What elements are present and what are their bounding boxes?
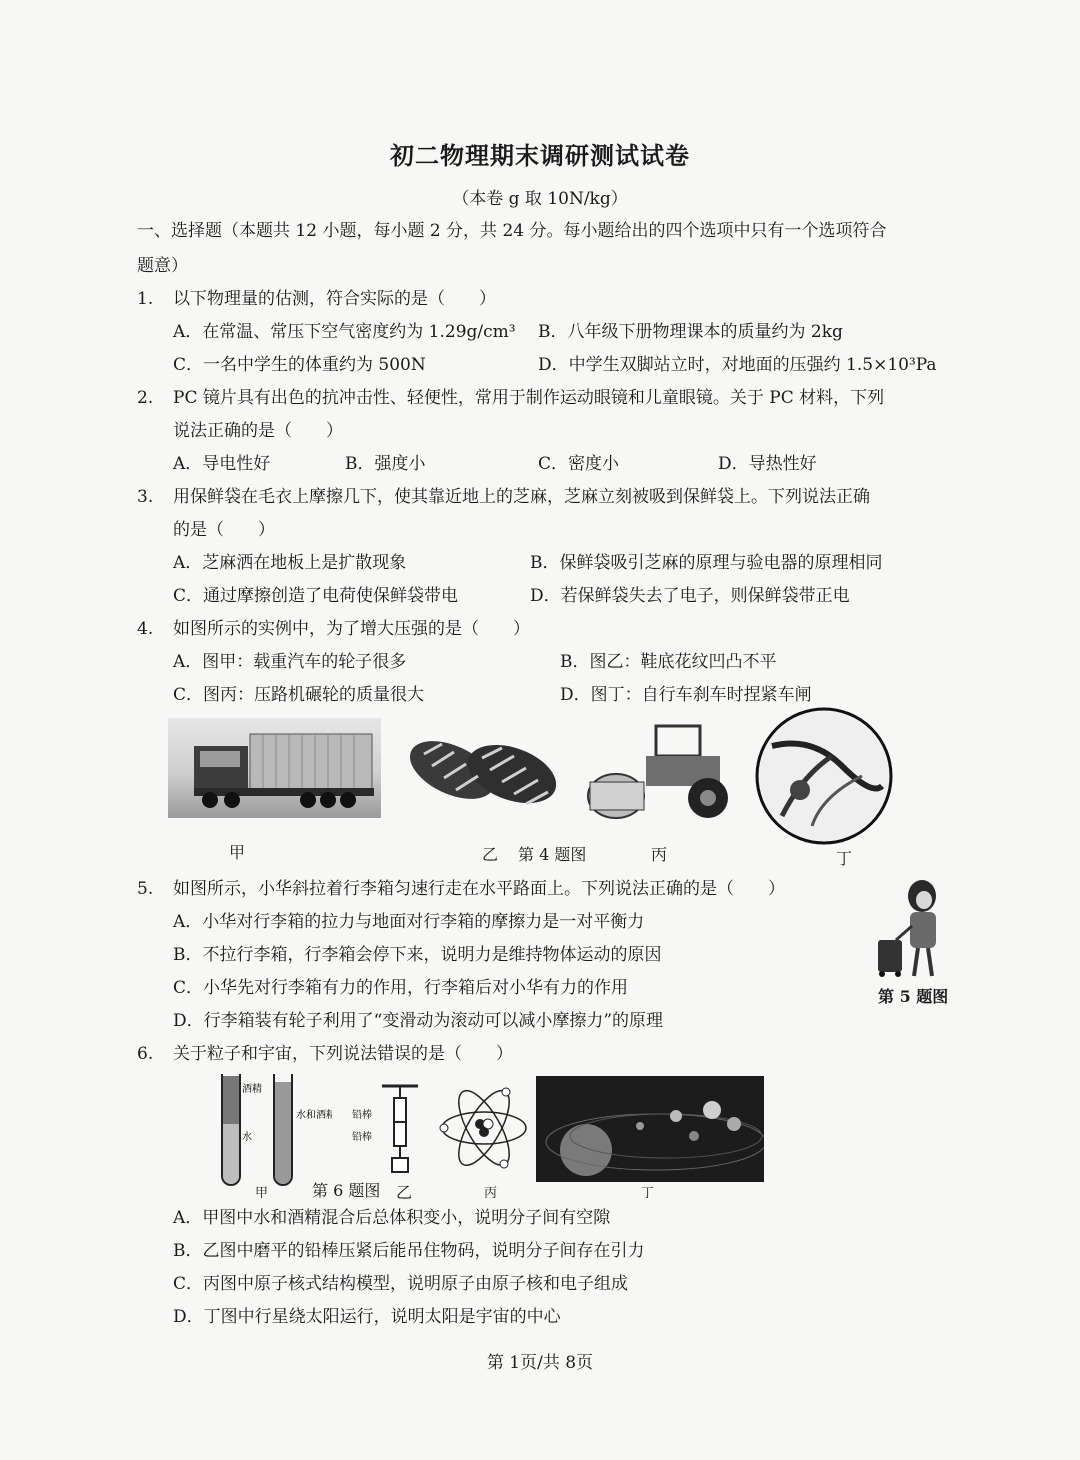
- figure-road-roller: [586, 722, 742, 822]
- tube-label-mixture: 水和酒精: [296, 1110, 332, 1121]
- option-c: C．小华先对行李箱有力的作用，行李箱后对小华有力的作用: [173, 978, 629, 998]
- figure-label-jia: 甲: [255, 1186, 269, 1201]
- figure-label-ding: 丁: [836, 849, 853, 868]
- figure-lead-rods: [352, 1082, 432, 1192]
- option-b: B．图乙：鞋底花纹凹凸不平: [560, 652, 777, 672]
- option-a: A．小华对行李箱的拉力与地面对行李箱的摩擦力是一对平衡力: [173, 912, 645, 932]
- question-stem: 如图所示，小华斜拉着行李箱匀速行走在水平路面上。下列说法正确的是（ ）: [173, 879, 785, 899]
- question-stem: 如图所示的实例中，为了增大压强的是（ ）: [173, 619, 530, 639]
- lead-rods-illustration: [352, 1082, 432, 1192]
- truck-illustration: [168, 718, 381, 818]
- option-d: D．中学生双脚站立时，对地面的压强约 1.5×10³Pa: [538, 355, 937, 375]
- option-d: D．若保鲜袋失去了电子，则保鲜袋带正电: [530, 586, 850, 606]
- option-b: B．不拉行李箱，行李箱会停下来，说明力是维持物体运动的原因: [173, 945, 662, 965]
- question-number: 5.: [137, 879, 154, 899]
- section-heading-line2: 题意）: [137, 256, 188, 276]
- figure-caption: 第 4 题图: [518, 845, 587, 864]
- question-stem: 关于粒子和宇宙，下列说法错误的是（ ）: [173, 1044, 513, 1064]
- option-d: D．导热性好: [718, 454, 817, 474]
- question-number: 4.: [137, 619, 154, 639]
- figure-caption: 第 5 题图: [878, 987, 949, 1006]
- question-number: 1.: [137, 289, 154, 309]
- question-number: 3.: [137, 487, 154, 507]
- option-c: C．丙图中原子核式结构模型，说明原子由原子核和电子组成: [173, 1274, 629, 1294]
- question-stem-cont: 的是（ ）: [173, 520, 275, 540]
- figure-label-yi: 乙: [482, 845, 499, 864]
- tube-label-water: 水: [242, 1132, 252, 1143]
- option-d: D．图丁：自行车刹车时捏紧车闸: [560, 685, 812, 705]
- section-heading-line1: 一、选择题（本题共 12 小题，每小题 2 分，共 24 分。每小题给出的四个选项中只有一个选项符合: [137, 221, 887, 241]
- question-stem: PC 镜片具有出色的抗冲击性、轻便性，常用于制作运动眼镜和儿童眼镜。关于 PC 材料，下列: [173, 388, 885, 408]
- page-subtitle: （本卷 g 取 10N/kg）: [452, 189, 628, 209]
- rod-label-top: 铅棒: [352, 1110, 372, 1121]
- figure-bicycle-brake: [752, 706, 897, 846]
- bicycle-brake-illustration: [752, 706, 897, 846]
- girl-with-suitcase-illustration: [874, 876, 946, 980]
- figure-label-ding: 丁: [641, 1186, 655, 1201]
- atom-model-illustration: [438, 1078, 530, 1178]
- figure-label-jia: 甲: [229, 843, 246, 862]
- option-a: A．在常温、常压下空气密度约为 1.29g/cm³: [173, 322, 516, 342]
- question-stem-cont: 说法正确的是（ ）: [173, 421, 343, 441]
- option-c: C．通过摩擦创造了电荷使保鲜袋带电: [173, 586, 459, 606]
- question-number: 2.: [137, 388, 154, 408]
- option-a: A．图甲：载重汽车的轮子很多: [173, 652, 407, 672]
- figure-label-bing: 丙: [651, 845, 668, 864]
- option-b: B．乙图中磨平的铅棒压紧后能吊住物码，说明分子间存在引力: [173, 1241, 645, 1261]
- option-c: C．图丙：压路机碾轮的质量很大: [173, 685, 425, 705]
- page-footer: 第 1页/共 8页: [486, 1353, 594, 1373]
- option-c: C．密度小: [538, 454, 620, 474]
- figure-caption: 第 6 题图: [312, 1181, 381, 1200]
- option-c: C．一名中学生的体重约为 500N: [173, 355, 426, 375]
- figure-label-bing: 丙: [484, 1186, 498, 1201]
- question-stem: 用保鲜袋在毛衣上摩擦几下，使其靠近地上的芝麻，芝麻立刻被吸到保鲜袋上。下列说法正确: [173, 487, 870, 507]
- option-b: B．保鲜袋吸引芝麻的原理与验电器的原理相同: [530, 553, 883, 573]
- tube-label-alcohol: 酒精: [242, 1084, 262, 1095]
- figure-label-yi: 乙: [396, 1183, 413, 1202]
- option-d: D．行李箱装有轮子利用了“变滑动为滚动可以减小摩擦力”的原理: [173, 1011, 664, 1031]
- figure-atom-model: [438, 1078, 530, 1178]
- rod-label-bottom: 铅棒: [352, 1132, 372, 1143]
- figure-shoes: [402, 722, 562, 820]
- option-d: D．丁图中行星绕太阳运行，说明太阳是宇宙的中心: [173, 1307, 561, 1327]
- option-a: A．甲图中水和酒精混合后总体积变小，说明分子间有空隙: [173, 1208, 611, 1228]
- option-b: B．八年级下册物理课本的质量约为 2kg: [538, 322, 843, 342]
- road-roller-illustration: [586, 722, 742, 822]
- page-title: 初二物理期末调研测试试卷: [390, 141, 690, 170]
- option-b: B．强度小: [345, 454, 426, 474]
- figure-solar-system: [536, 1076, 764, 1182]
- solar-system-illustration: [536, 1076, 764, 1182]
- figure-truck: [168, 718, 381, 818]
- question-number: 6.: [137, 1044, 154, 1064]
- shoe-sole-illustration: [402, 722, 562, 820]
- option-a: A．导电性好: [173, 454, 271, 474]
- option-a: A．芝麻洒在地板上是扩散现象: [173, 553, 407, 573]
- question-stem: 以下物理量的估测，符合实际的是（ ）: [173, 289, 496, 309]
- figure-girl-suitcase: [874, 876, 946, 980]
